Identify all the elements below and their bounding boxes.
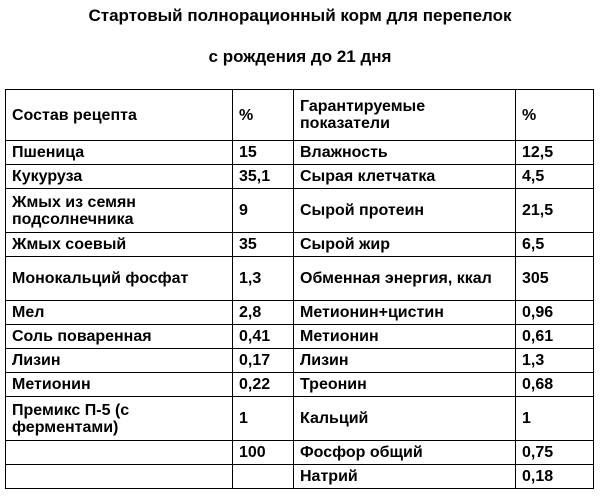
ingredient-cell: Кукуруза	[6, 165, 233, 189]
ingredient-percent-cell: 0,17	[233, 349, 294, 373]
header-recipe-percent: %	[233, 90, 294, 141]
header-recipe-composition: Состав рецепта	[6, 90, 233, 141]
ingredient-percent-cell: 0,22	[233, 373, 294, 397]
ingredient-percent-cell: 35,1	[233, 165, 294, 189]
indicator-cell: Обменная энергия, ккал	[294, 257, 516, 301]
ingredient-cell	[6, 441, 233, 465]
ingredient-cell: Мел	[6, 301, 233, 325]
indicator-cell: Сырой протеин	[294, 189, 516, 233]
indicator-value-cell: 6,5	[516, 233, 594, 257]
indicator-value-cell: 0,75	[516, 441, 594, 465]
indicator-value-cell: 1,3	[516, 349, 594, 373]
ingredient-percent-cell: 1	[233, 397, 294, 441]
indicator-value-cell: 21,5	[516, 189, 594, 233]
table-row	[6, 441, 594, 465]
table-row	[6, 465, 594, 489]
table-row	[6, 189, 594, 233]
table-row	[6, 257, 594, 301]
ingredient-cell	[6, 465, 233, 489]
table-row	[6, 373, 594, 397]
ingredient-percent-cell: 35	[233, 233, 294, 257]
table-row	[6, 165, 594, 189]
indicator-value-cell: 0,61	[516, 325, 594, 349]
total-percent-cell: 100	[233, 441, 294, 465]
ingredient-percent-cell: 1,3	[233, 257, 294, 301]
table-row	[6, 301, 594, 325]
table-header-row	[6, 90, 594, 141]
indicator-cell: Фосфор общий	[294, 441, 516, 465]
feed-composition-table	[5, 89, 594, 489]
ingredient-percent-cell: 2,8	[233, 301, 294, 325]
indicator-cell: Влажность	[294, 141, 516, 165]
table-row	[6, 325, 594, 349]
table-row	[6, 349, 594, 373]
ingredient-cell: Метионин	[6, 373, 233, 397]
indicator-cell: Метионин	[294, 325, 516, 349]
table-row	[6, 397, 594, 441]
ingredient-cell: Жмых соевый	[6, 233, 233, 257]
ingredient-cell: Монокальций фосфат	[6, 257, 233, 301]
indicator-cell: Треонин	[294, 373, 516, 397]
indicator-value-cell: 0,18	[516, 465, 594, 489]
ingredient-cell: Жмых из семян подсолнечника	[6, 189, 233, 233]
indicator-value-cell: 1	[516, 397, 594, 441]
indicator-value-cell: 0,96	[516, 301, 594, 325]
ingredient-cell: Лизин	[6, 349, 233, 373]
document-subtitle: с рождения до 21 дня	[208, 47, 392, 66]
ingredient-percent-cell: 15	[233, 141, 294, 165]
ingredient-percent-cell	[233, 465, 294, 489]
indicator-value-cell: 4,5	[516, 165, 594, 189]
indicator-cell: Сырой жир	[294, 233, 516, 257]
indicator-value-cell: 12,5	[516, 141, 594, 165]
header-guaranteed-indicators: Гарантируемые показатели	[294, 90, 516, 141]
ingredient-percent-cell: 0,41	[233, 325, 294, 349]
ingredient-percent-cell: 9	[233, 189, 294, 233]
table-row	[6, 141, 594, 165]
ingredient-cell: Соль поваренная	[6, 325, 233, 349]
indicator-value-cell: 0,68	[516, 373, 594, 397]
indicator-cell: Кальций	[294, 397, 516, 441]
document-title: Стартовый полнорационный корм для перепелок	[88, 6, 512, 25]
table-row	[6, 233, 594, 257]
header-indicator-percent: %	[516, 90, 594, 141]
ingredient-cell: Пшеница	[6, 141, 233, 165]
indicator-cell: Лизин	[294, 349, 516, 373]
indicator-value-cell: 305	[516, 257, 594, 301]
indicator-cell: Метионин+цистин	[294, 301, 516, 325]
indicator-cell: Сырая клетчатка	[294, 165, 516, 189]
ingredient-cell: Премикс П-5 (с ферментами)	[6, 397, 233, 441]
indicator-cell: Натрий	[294, 465, 516, 489]
